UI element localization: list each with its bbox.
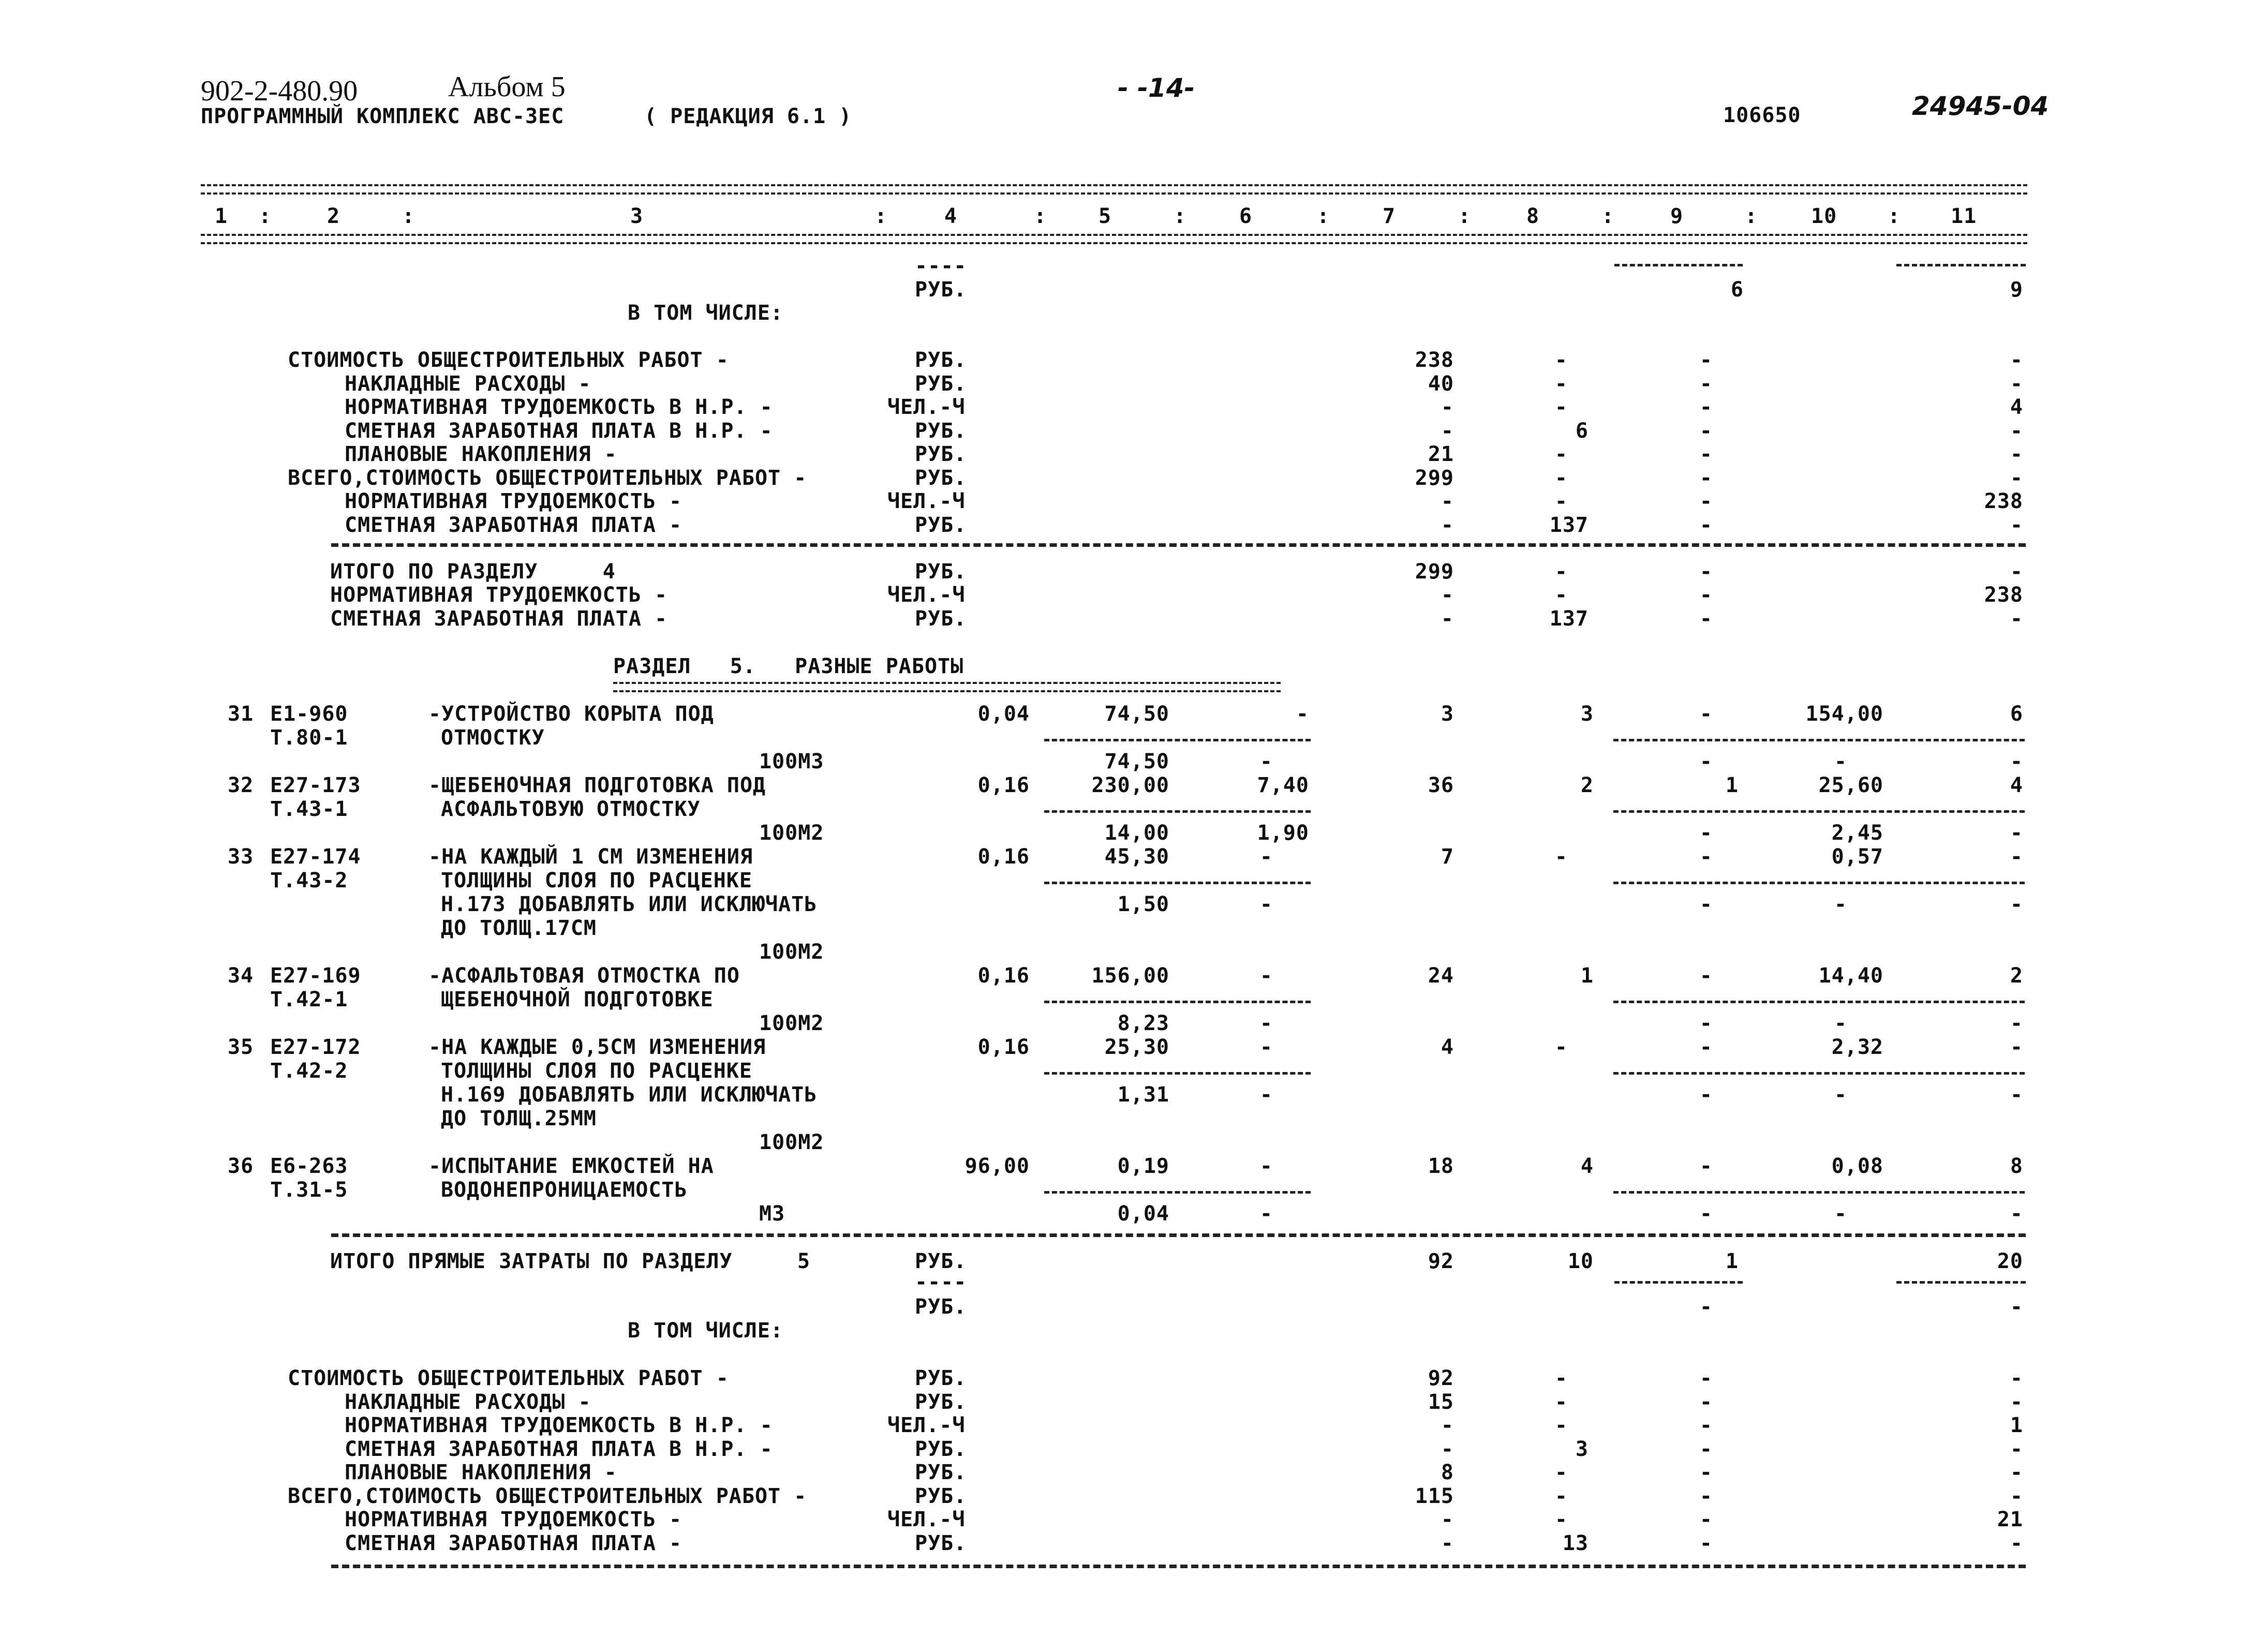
item-col10: 0,57 <box>1831 845 1883 869</box>
item-unit: 100М2 <box>759 940 824 964</box>
item-col9-base: - <box>1699 1083 1713 1107</box>
row-col8: - <box>1554 1484 1568 1508</box>
row-col8: - <box>1554 1508 1568 1531</box>
item-col9: 1 <box>1725 773 1739 797</box>
item-subrule <box>1613 1191 2025 1194</box>
row-unit: РУБ. <box>915 466 967 490</box>
row-col7: 8 <box>1441 1461 1454 1484</box>
item-col10: 0,08 <box>1831 1154 1883 1178</box>
item-col10-base: - <box>1834 750 1847 773</box>
row-col11: - <box>2010 1531 2023 1555</box>
row-label: СМЕТНАЯ ЗАРАБОТНАЯ ПЛАТА - <box>330 607 668 631</box>
row-col7: - <box>1441 1508 1454 1531</box>
row-unit: РУБ. <box>915 348 967 372</box>
col11-value: 9 <box>2010 278 2023 302</box>
col11-value: - <box>2010 1295 2023 1319</box>
row-col8: - <box>1554 442 1568 466</box>
item-number: 34 <box>228 964 254 988</box>
row-col8: - <box>1554 395 1568 419</box>
row-col8: 137 <box>1549 513 1589 537</box>
item-code: Е1-960 <box>270 702 348 726</box>
item-col10: 25,60 <box>1818 773 1883 797</box>
item-subrule <box>1613 810 2025 813</box>
row-label: ИТОГО ПРЯМЫЕ ЗАТРАТЫ ПО РАЗДЕЛУ 5 <box>330 1249 811 1273</box>
item-col7: 4 <box>1441 1035 1454 1059</box>
row-col9: - <box>1699 1390 1713 1414</box>
row-col11: - <box>2010 1461 2023 1484</box>
row-col7: - <box>1441 395 1454 419</box>
row-label: СМЕТНАЯ ЗАРАБОТНАЯ ПЛАТА В Н.Р. - <box>345 1437 773 1461</box>
row-col9: - <box>1699 348 1713 372</box>
col-sep: : <box>402 204 415 228</box>
item-number: 32 <box>228 773 254 797</box>
item-code: Е27-173 <box>270 773 361 797</box>
col-sep: : <box>1034 204 1047 228</box>
item-col8: 2 <box>1580 773 1594 797</box>
row-col11: - <box>2010 442 2023 466</box>
item-table-ref: Т.80-1 <box>270 726 348 750</box>
item-col11-base: - <box>2010 892 2023 916</box>
row-col9: - <box>1699 1461 1713 1484</box>
item-col10-base: - <box>1834 1011 1847 1035</box>
col11-rule <box>1896 264 2026 266</box>
row-col9: - <box>1699 583 1713 607</box>
item-unit: 100М3 <box>759 750 824 773</box>
item-description: -ИСПЫТАНИЕ ЕМКОСТЕЙ НА <box>428 1154 714 1178</box>
row-col11: - <box>2010 560 2023 584</box>
row-col11: - <box>2010 372 2023 396</box>
item-col9-base: - <box>1699 1011 1713 1035</box>
item-number: 35 <box>228 1035 254 1059</box>
row-col8: - <box>1554 466 1568 490</box>
col-1: 1 <box>215 204 228 228</box>
item-col5-base: 8,23 <box>1117 1011 1169 1035</box>
row-col9: - <box>1699 489 1713 513</box>
row-col9: - <box>1699 1413 1713 1437</box>
row-unit: ЧЕЛ.-Ч <box>887 583 966 607</box>
col9-rule <box>1614 1281 1743 1284</box>
row-unit: РУБ. <box>915 1531 967 1555</box>
row-col9: - <box>1699 419 1713 443</box>
item-col11-base: - <box>2010 1083 2023 1107</box>
item-col9: - <box>1699 845 1713 869</box>
row-unit: РУБ. <box>915 560 967 584</box>
item-col10-base: - <box>1834 1202 1847 1226</box>
item-quantity: 0,16 <box>977 773 1030 797</box>
item-col9: - <box>1699 702 1713 726</box>
item-col7: 36 <box>1428 773 1454 797</box>
row-unit: ЧЕЛ.-Ч <box>887 1413 966 1437</box>
item-col6: - <box>1259 1154 1273 1178</box>
item-number: 36 <box>228 1154 254 1178</box>
item-subrule <box>1613 882 2025 884</box>
item-subrule <box>1613 1072 2025 1075</box>
item-col9-base: - <box>1699 892 1713 916</box>
row-col8: - <box>1554 583 1568 607</box>
unit: РУБ. <box>915 1295 967 1319</box>
row-col8: - <box>1554 489 1568 513</box>
item-subrule <box>1044 739 1311 741</box>
row-col9: - <box>1699 1508 1713 1531</box>
item-subrule <box>1044 882 1311 884</box>
item-col11-base: - <box>2010 821 2023 845</box>
col-sep: : <box>1458 204 1472 228</box>
item-col6: - <box>1259 845 1273 869</box>
item-unit: 100М2 <box>759 1130 824 1154</box>
item-col5-base: 1,31 <box>1117 1083 1169 1107</box>
col-sep: : <box>1745 204 1758 228</box>
item-quantity: 0,04 <box>977 702 1030 726</box>
item-col11: 2 <box>2010 964 2023 988</box>
col11-rule <box>1896 1281 2026 1284</box>
section-title: РАЗДЕЛ 5. РАЗНЫЕ РАБОТЫ <box>613 654 964 678</box>
row-col7: 299 <box>1415 466 1454 490</box>
item-col6-base: - <box>1259 892 1273 916</box>
col9-rule <box>1614 264 1743 266</box>
row-col8: - <box>1554 1461 1568 1484</box>
item-subrule <box>1044 810 1311 813</box>
item-code: Е27-169 <box>270 964 361 988</box>
item-col11: 8 <box>2010 1154 2023 1178</box>
row-col11: - <box>2010 607 2023 631</box>
item-col5: 45,30 <box>1104 845 1169 869</box>
item-code: Е6-263 <box>270 1154 348 1178</box>
row-label: НОРМАТИВНАЯ ТРУДОЕМКОСТЬ - <box>330 583 668 607</box>
item-description: АСФАЛЬТОВУЮ ОТМОСТКУ <box>441 797 701 821</box>
row-col7: - <box>1441 583 1454 607</box>
rule <box>331 1233 2026 1237</box>
row-col7: 40 <box>1428 372 1454 396</box>
row-col8: - <box>1554 372 1568 396</box>
item-col5: 156,00 <box>1091 964 1169 988</box>
item-col6: - <box>1259 1035 1273 1059</box>
item-quantity: 0,16 <box>977 845 1030 869</box>
row-col7: - <box>1441 1531 1454 1555</box>
row-col11: 4 <box>2010 395 2023 419</box>
item-description: -УСТРОЙСТВО КОРЫТА ПОД <box>428 702 714 726</box>
item-col11: 4 <box>2010 773 2023 797</box>
item-col6: - <box>1296 702 1309 726</box>
row-label: СМЕТНАЯ ЗАРАБОТНАЯ ПЛАТА В Н.Р. - <box>345 419 773 443</box>
in-that-heading: В ТОМ ЧИСЛЕ: <box>628 1319 783 1343</box>
row-col9: - <box>1699 442 1713 466</box>
header-rule-top <box>201 184 2027 195</box>
row-col11: 238 <box>1984 489 2023 513</box>
item-col10-base: 2,45 <box>1831 821 1883 845</box>
item-subrule <box>1044 1191 1311 1194</box>
col-sep: : <box>1601 204 1615 228</box>
item-description: Н.169 ДОБАВЛЯТЬ ИЛИ ИСКЛЮЧАТЬ <box>441 1083 818 1107</box>
row-label: НАКЛАДНЫЕ РАСХОДЫ - <box>345 1390 591 1414</box>
col-5: 5 <box>1099 204 1112 228</box>
item-description: -НА КАЖДЫЕ 0,5СМ ИЗМЕНЕНИЯ <box>428 1035 766 1059</box>
item-subrule <box>1044 1001 1311 1003</box>
col-4: 4 <box>944 204 958 228</box>
col-10: 10 <box>1811 204 1837 228</box>
short-rule: ---- <box>915 1270 967 1294</box>
item-description: -НА КАЖДЫЙ 1 СМ ИЗМЕНЕНИЯ <box>428 845 753 869</box>
item-col7: 3 <box>1441 702 1454 726</box>
row-col11: - <box>2010 348 2023 372</box>
item-unit: 100М2 <box>759 1011 824 1035</box>
row-col7: 299 <box>1415 560 1454 584</box>
row-col8: 137 <box>1549 607 1589 631</box>
item-col8: 1 <box>1580 964 1594 988</box>
row-col8: 6 <box>1575 419 1589 443</box>
row-unit: РУБ. <box>915 442 967 466</box>
item-col6: 7,40 <box>1257 773 1309 797</box>
item-col9: - <box>1699 964 1713 988</box>
col-sep: : <box>1888 204 1901 228</box>
row-unit: РУБ. <box>915 372 967 396</box>
item-description: ДО ТОЛЩ.25ММ <box>441 1107 597 1130</box>
row-col11: 21 <box>1997 1508 2023 1531</box>
item-table-ref: Т.42-1 <box>270 988 348 1011</box>
item-col7: 7 <box>1441 845 1454 869</box>
item-col9-base: - <box>1699 750 1713 773</box>
row-col7: - <box>1441 513 1454 537</box>
col9-value: 6 <box>1730 278 1744 302</box>
col-sep: : <box>1174 204 1187 228</box>
row-label: ПЛАНОВЫЕ НАКОПЛЕНИЯ - <box>345 442 617 466</box>
col-3: 3 <box>630 204 644 228</box>
row-label: ВСЕГО,СТОИМОСТЬ ОБЩЕСТРОИТЕЛЬНЫХ РАБОТ - <box>288 1484 807 1508</box>
row-unit: РУБ. <box>915 1249 967 1273</box>
item-col6: - <box>1259 964 1273 988</box>
row-col9: - <box>1699 1484 1713 1508</box>
row-col11: - <box>2010 466 2023 490</box>
row-col11: 20 <box>1997 1249 2023 1273</box>
item-col6-base: - <box>1259 750 1273 773</box>
short-rule: ---- <box>915 254 967 278</box>
item-col5: 0,19 <box>1117 1154 1169 1178</box>
item-col7: 18 <box>1428 1154 1454 1178</box>
item-col11: - <box>2010 845 2023 869</box>
row-col8: - <box>1554 1366 1568 1390</box>
row-unit: РУБ. <box>915 513 967 537</box>
item-col6-base: 1,90 <box>1257 821 1309 845</box>
row-col7: 15 <box>1428 1390 1454 1414</box>
row-unit: РУБ. <box>915 1461 967 1484</box>
item-description: ОТМОСТКУ <box>441 726 545 750</box>
item-subrule <box>1613 1001 2025 1003</box>
row-label: СМЕТНАЯ ЗАРАБОТНАЯ ПЛАТА - <box>345 513 682 537</box>
row-col11: 238 <box>1984 583 2023 607</box>
row-label: СТОИМОСТЬ ОБЩЕСТРОИТЕЛЬНЫХ РАБОТ - <box>288 348 729 372</box>
header-rule-bottom <box>201 234 2027 244</box>
item-col9-base: - <box>1699 1202 1713 1226</box>
row-col7: - <box>1441 419 1454 443</box>
row-col9: - <box>1699 395 1713 419</box>
item-description: -АСФАЛЬТОВАЯ ОТМОСТКА ПО <box>428 964 740 988</box>
row-col9: - <box>1699 513 1713 537</box>
item-col8: - <box>1554 1035 1568 1059</box>
item-col10-base: - <box>1834 892 1847 916</box>
row-col11: - <box>2010 1390 2023 1414</box>
item-col8: - <box>1554 845 1568 869</box>
row-label: СМЕТНАЯ ЗАРАБОТНАЯ ПЛАТА - <box>345 1531 682 1555</box>
row-col8: - <box>1554 348 1568 372</box>
row-col9: - <box>1699 607 1713 631</box>
row-unit: ЧЕЛ.-Ч <box>887 489 966 513</box>
row-col8: 13 <box>1562 1531 1589 1555</box>
item-unit: 100М2 <box>759 821 824 845</box>
item-code: Е27-174 <box>270 845 361 869</box>
item-table-ref: Т.42-2 <box>270 1059 348 1083</box>
item-description: -ЩЕБЕНОЧНАЯ ПОДГОТОВКА ПОД <box>428 773 766 797</box>
row-col7: - <box>1441 1413 1454 1437</box>
in-that-heading: В ТОМ ЧИСЛЕ: <box>628 301 783 325</box>
col-8: 8 <box>1526 204 1540 228</box>
item-number: 33 <box>228 845 254 869</box>
row-col9: - <box>1699 1366 1713 1390</box>
row-label: НОРМАТИВНАЯ ТРУДОЕМКОСТЬ В Н.Р. - <box>345 1413 773 1437</box>
col-sep: : <box>874 204 888 228</box>
row-col9: - <box>1699 1531 1713 1555</box>
unit: РУБ. <box>915 278 967 302</box>
row-label: ИТОГО ПО РАЗДЕЛУ 4 <box>330 560 616 584</box>
item-col9-base: - <box>1699 821 1713 845</box>
item-col11: 6 <box>2010 702 2023 726</box>
col-11: 11 <box>1951 204 1977 228</box>
row-unit: РУБ. <box>915 1366 967 1390</box>
item-col10: 154,00 <box>1805 702 1883 726</box>
row-col8: 3 <box>1575 1437 1589 1461</box>
item-col11-base: - <box>2010 1202 2023 1226</box>
row-col11: 1 <box>2010 1413 2023 1437</box>
row-unit: РУБ. <box>915 1437 967 1461</box>
row-col11: - <box>2010 419 2023 443</box>
row-col9: - <box>1699 466 1713 490</box>
item-col10-base: - <box>1834 1083 1847 1107</box>
item-col5: 230,00 <box>1091 773 1169 797</box>
row-unit: РУБ. <box>915 1390 967 1414</box>
row-label: СТОИМОСТЬ ОБЩЕСТРОИТЕЛЬНЫХ РАБОТ - <box>288 1366 729 1390</box>
row-col9: - <box>1699 560 1713 584</box>
row-col7: 238 <box>1415 348 1454 372</box>
row-col11: - <box>2010 1437 2023 1461</box>
page-number: - -14- <box>1118 73 1195 103</box>
item-table-ref: Т.43-1 <box>270 797 348 821</box>
row-col8: 10 <box>1567 1249 1594 1273</box>
document-code: 902-2-480.90 <box>201 75 358 107</box>
item-table-ref: Т.31-5 <box>270 1178 348 1202</box>
item-col11-base: - <box>2010 750 2023 773</box>
item-description: Н.173 ДОБАВЛЯТЬ ИЛИ ИСКЛЮЧАТЬ <box>441 892 818 916</box>
item-description: ДО ТОЛЩ.17СМ <box>441 916 597 940</box>
item-col5-base: 1,50 <box>1117 892 1169 916</box>
item-col6-base: - <box>1259 1083 1273 1107</box>
row-label: НОРМАТИВНАЯ ТРУДОЕМКОСТЬ - <box>345 489 682 513</box>
program-name: ПРОГРАММНЫЙ КОМПЛЕКС АВС-3ЕС <box>201 105 565 128</box>
item-col8: 3 <box>1580 702 1594 726</box>
row-col7: - <box>1441 1437 1454 1461</box>
rule <box>331 543 2026 547</box>
item-col5-base: 0,04 <box>1117 1202 1169 1226</box>
row-col7: 21 <box>1428 442 1454 466</box>
row-col7: 92 <box>1428 1249 1454 1273</box>
item-quantity: 0,16 <box>977 1035 1030 1059</box>
item-table-ref: Т.43-2 <box>270 869 348 892</box>
col9-value: - <box>1699 1295 1713 1319</box>
item-description: ТОЛЩИНЫ СЛОЯ ПО РАСЦЕНКЕ <box>441 869 752 892</box>
row-label: ПЛАНОВЫЕ НАКОПЛЕНИЯ - <box>345 1461 617 1484</box>
row-col7: 115 <box>1415 1484 1454 1508</box>
item-col8: 4 <box>1580 1154 1594 1178</box>
item-quantity: 0,16 <box>977 964 1030 988</box>
item-col5-base: 14,00 <box>1104 821 1169 845</box>
edition-label: ( РЕДАКЦИЯ 6.1 ) <box>644 105 852 128</box>
row-unit: ЧЕЛ.-Ч <box>887 1508 966 1531</box>
col-9: 9 <box>1670 204 1684 228</box>
document-stamp-number: 24945-04 <box>1912 91 2049 121</box>
row-col8: - <box>1554 1413 1568 1437</box>
item-col9: - <box>1699 1035 1713 1059</box>
row-col9: 1 <box>1725 1249 1739 1273</box>
col-sep: : <box>259 204 272 228</box>
item-col6-base: - <box>1259 1011 1273 1035</box>
row-col11: - <box>2010 1484 2023 1508</box>
row-label: ВСЕГО,СТОИМОСТЬ ОБЩЕСТРОИТЕЛЬНЫХ РАБОТ - <box>288 466 807 490</box>
row-col7: - <box>1441 489 1454 513</box>
row-col9: - <box>1699 1437 1713 1461</box>
item-unit: М3 <box>759 1202 785 1226</box>
row-col11: - <box>2010 1366 2023 1390</box>
row-col7: 92 <box>1428 1366 1454 1390</box>
rule-bottom <box>331 1565 2026 1568</box>
row-col8: - <box>1554 1390 1568 1414</box>
row-col11: - <box>2010 513 2023 537</box>
item-number: 31 <box>228 702 254 726</box>
row-label: НОРМАТИВНАЯ ТРУДОЕМКОСТЬ - <box>345 1508 682 1531</box>
item-col10: 14,40 <box>1818 964 1883 988</box>
item-description: ЩЕБЕНОЧНОЙ ПОДГОТОВКЕ <box>441 988 714 1011</box>
item-col11-base: - <box>2010 1011 2023 1035</box>
col-6: 6 <box>1239 204 1253 228</box>
item-description: ВОДОНЕПРОНИЦАЕМОСТЬ <box>441 1178 688 1202</box>
row-unit: ЧЕЛ.-Ч <box>887 395 966 419</box>
item-code: Е27-172 <box>270 1035 361 1059</box>
item-quantity: 96,00 <box>964 1154 1030 1178</box>
col-7: 7 <box>1383 204 1396 228</box>
item-col9: - <box>1699 1154 1713 1178</box>
row-unit: РУБ. <box>915 607 967 631</box>
item-col5: 25,30 <box>1104 1035 1169 1059</box>
item-subrule <box>1613 739 2025 741</box>
item-description: ТОЛЩИНЫ СЛОЯ ПО РАСЦЕНКЕ <box>441 1059 752 1083</box>
item-col6-base: - <box>1259 1202 1273 1226</box>
row-col7: - <box>1441 607 1454 631</box>
row-unit: РУБ. <box>915 1484 967 1508</box>
item-col11: - <box>2010 1035 2023 1059</box>
row-label: НАКЛАДНЫЕ РАСХОДЫ - <box>345 372 591 396</box>
item-col5-base: 74,50 <box>1104 750 1169 773</box>
row-col8: - <box>1554 560 1568 584</box>
row-col9: - <box>1699 372 1713 396</box>
item-col7: 24 <box>1428 964 1454 988</box>
col-sep: : <box>1317 204 1330 228</box>
inventory-code: 106650 <box>1723 103 1801 127</box>
album-label: Альбом 5 <box>448 71 566 103</box>
row-label: НОРМАТИВНАЯ ТРУДОЕМКОСТЬ В Н.Р. - <box>345 395 773 419</box>
item-subrule <box>1044 1072 1311 1075</box>
item-col5: 74,50 <box>1104 702 1169 726</box>
item-col10: 2,32 <box>1831 1035 1883 1059</box>
section-title-underline <box>613 682 1281 692</box>
col-2: 2 <box>327 204 340 228</box>
row-unit: РУБ. <box>915 419 967 443</box>
